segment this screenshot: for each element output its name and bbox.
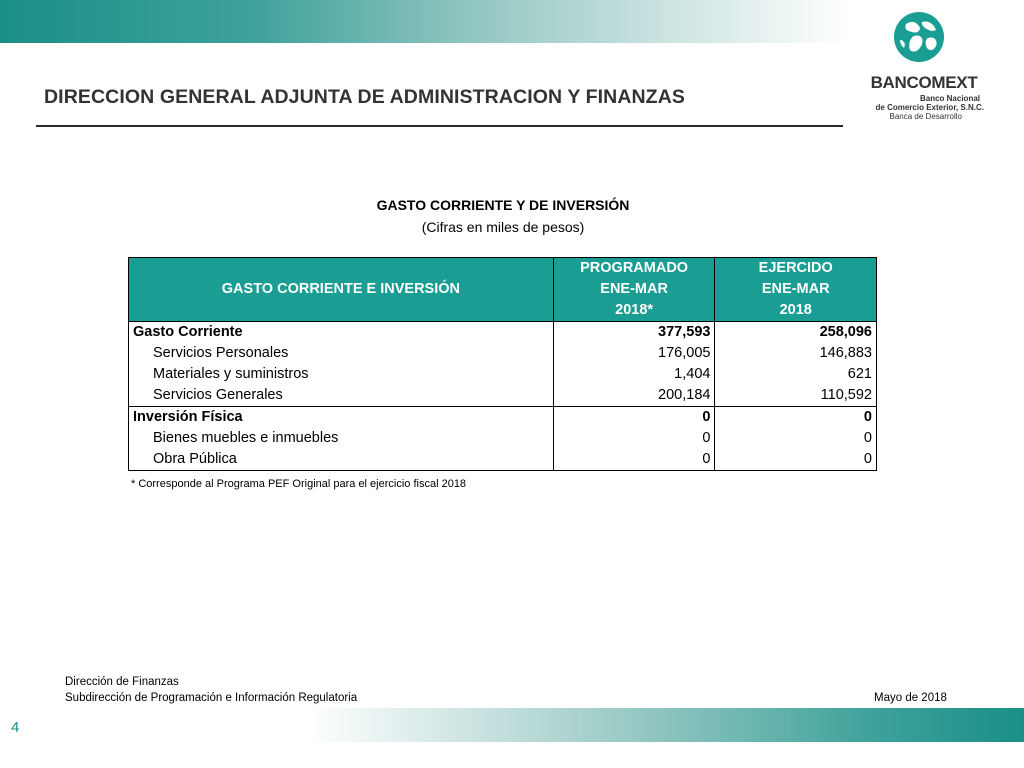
bottom-gradient-band: [0, 708, 1024, 742]
logo-subtitle-1: Banco Nacional: [919, 94, 980, 103]
table-header-row: [129, 258, 877, 322]
table-title: GASTO CORRIENTE Y DE INVERSIÓN: [376, 197, 630, 213]
title-divider: [36, 125, 843, 127]
header-ejercido: EJERCIDO ENE-MAR 2018: [715, 258, 877, 322]
table-row-bienes-muebles: Bienes muebles e inmuebles 0 0: [129, 428, 877, 449]
bancomext-logo: [858, 10, 988, 122]
footer-date: Mayo de 2018: [874, 692, 947, 704]
logo-subtitle-2: de Comercio Exterior, S.N.C.: [875, 103, 984, 112]
logo-subtitle-3: Banca de Desarrollo: [889, 112, 962, 121]
globe-logo-icon: [892, 10, 946, 64]
table-row-servicios-personales: Servicios Personales 176,005 146,883: [129, 343, 877, 364]
logo-wordmark: BANCOMEXT: [870, 73, 978, 92]
footer-department: Dirección de Finanzas: [65, 676, 179, 688]
table-subtitle: (Cifras en miles de pesos): [421, 219, 585, 235]
table-footnote: * Corresponde al Programa PEF Original para el ejercicio fiscal 2018: [131, 478, 467, 490]
top-gradient-band: [0, 0, 850, 43]
page-title: DIRECCION GENERAL ADJUNTA DE ADMINISTRACION Y FINANZAS: [44, 86, 685, 108]
table-row-gasto-corriente: Gasto Corriente 377,593 258,096: [129, 322, 877, 344]
table-row-servicios-generales: Servicios Generales 200,184 110,592: [129, 385, 877, 407]
table-row-obra-publica: Obra Pública 0 0: [129, 449, 877, 471]
footer-subdepartment: Subdirección de Programación e Información Regulatoria: [65, 692, 358, 704]
table-row-inversion-fisica: Inversión Física 0 0: [129, 407, 877, 429]
page-number: 4: [11, 719, 20, 736]
header-programado: PROGRAMADO ENE-MAR 2018*: [553, 258, 715, 322]
table-row-materiales: Materiales y suministros 1,404 621: [129, 364, 877, 385]
header-concept: GASTO CORRIENTE E INVERSIÓN: [129, 258, 554, 322]
expense-table: [128, 257, 877, 471]
